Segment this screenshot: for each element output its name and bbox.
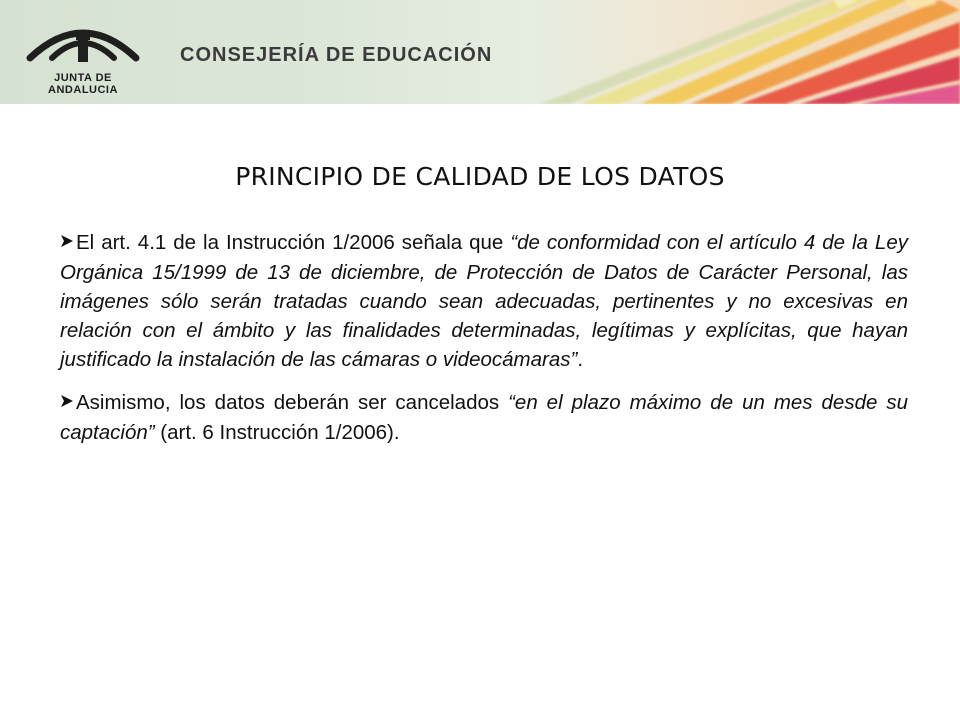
bullet-1-tail: .: [577, 348, 584, 371]
bullet-2-quote: “en el plazo máximo de un mes desde su captación”: [60, 391, 908, 444]
header-banner: [0, 0, 960, 104]
header-title: CONSEJERÍA DE EDUCACIÓN: [180, 44, 493, 66]
crayons-decoration-icon: [500, 0, 960, 104]
bullet-item-1: [60, 228, 908, 374]
logo-caption: JUNTA DE ANDALUCIA: [48, 72, 118, 96]
bullet-2-tail: (art. 6 Instrucción 1/2006).: [154, 421, 400, 444]
arrow-bullet-icon: [60, 229, 74, 258]
bullet-1-quote: “de conformidad con el artículo 4 de la Ley Orgánica 15/1999 de 13 de diciembre, de Protección de Datos de Carácter Personal, las imágenes sólo serán tratadas cuando sean adecuadas, pertinentes y no excesivas en relación con el ámbito y las finalidades determinadas, legítimas y explícitas, que hayan justificado la instalación de las cámaras o videocámaras”: [60, 231, 908, 371]
bullet-1-lead: El art. 4.1 de la Instrucción 1/2006 señala que: [76, 231, 511, 254]
bullet-2-lead: Asimismo, los datos deberán ser cancelados: [76, 391, 509, 414]
junta-de-andalucia-logo: [18, 14, 148, 94]
logo-arches-icon: [18, 14, 148, 72]
slide-body: [60, 228, 908, 461]
slide-title: PRINCIPIO DE CALIDAD DE LOS DATOS: [235, 162, 725, 191]
arrow-bullet-icon: [60, 389, 74, 418]
bullet-item-2: [60, 388, 908, 447]
